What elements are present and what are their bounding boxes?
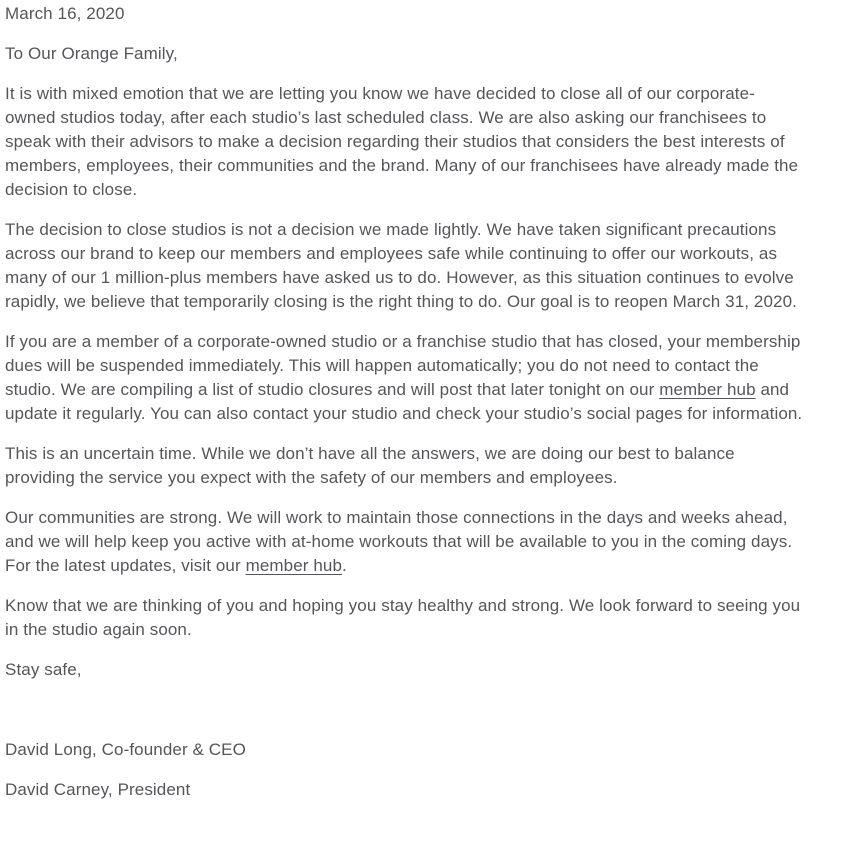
letter-paragraph bbox=[5, 218, 804, 314]
letter-salutation: To Our Orange Family, bbox=[5, 44, 178, 63]
paragraph-text: If you are a member of a corporate-owned studio or a franchise studio that has closed, your membership dues will be suspended immediately. This will happen automatically; you do not need to contact the studio. We are compiling a list of studio closures and will post that later tonight on our bbox=[5, 332, 801, 399]
letter-paragraph bbox=[5, 330, 804, 426]
letter-closing: Stay safe, bbox=[5, 660, 82, 679]
letter-paragraphs bbox=[5, 82, 804, 642]
member-hub-link[interactable]: member hub bbox=[659, 380, 756, 399]
paragraph-text: This is an uncertain time. While we don’t have all the answers, we are doing our best to balance providing the service you expect with the safety of our members and employees. bbox=[5, 444, 735, 487]
letter-paragraph bbox=[5, 82, 804, 202]
paragraph-text: It is with mixed emotion that we are letting you know we have decided to close all of our corporate-owned studios today, after each studio’s last scheduled class. We are also asking our franchisees to speak with their advisors to make a decision regarding their studios that considers the best interests of members, employees, their communities and the brand. Many of our franchisees have already made the decision to close. bbox=[5, 84, 799, 199]
member-hub-link[interactable]: member hub bbox=[245, 556, 343, 575]
paragraph-text: Know that we are thinking of you and hoping you stay healthy and strong. We look forward to seeing you in the studio again soon. bbox=[5, 596, 801, 639]
letter-date: March 16, 2020 bbox=[5, 4, 125, 23]
paragraph-text: Our communities are strong. We will work to maintain those connections in the days and weeks ahead, and we will help keep you active with at-home workouts that will be available to you in the coming days. For the latest updates, visit our bbox=[5, 508, 793, 575]
paragraph-text: and update it regularly. You can also contact your studio and check your studio’s social pages for information. bbox=[5, 380, 803, 423]
letter-paragraph bbox=[5, 594, 804, 642]
signature-president: David Carney, President bbox=[5, 780, 191, 799]
letter-paragraph bbox=[5, 442, 804, 490]
letter-paragraph bbox=[5, 506, 804, 578]
paragraph-text: . bbox=[342, 556, 347, 575]
paragraph-text: The decision to close studios is not a decision we made lightly. We have taken significant precautions across our brand to keep our members and employees safe while continuing to offer our workouts, as many of our 1 million-plus members have asked us to do. However, as this situation continues to evolve rapidly, we believe that temporarily closing is the right thing to do. Our goal is to reopen March 31, 2020. bbox=[5, 220, 797, 311]
signature-space bbox=[5, 698, 804, 722]
signature-ceo: David Long, Co-founder & CEO bbox=[5, 740, 246, 759]
